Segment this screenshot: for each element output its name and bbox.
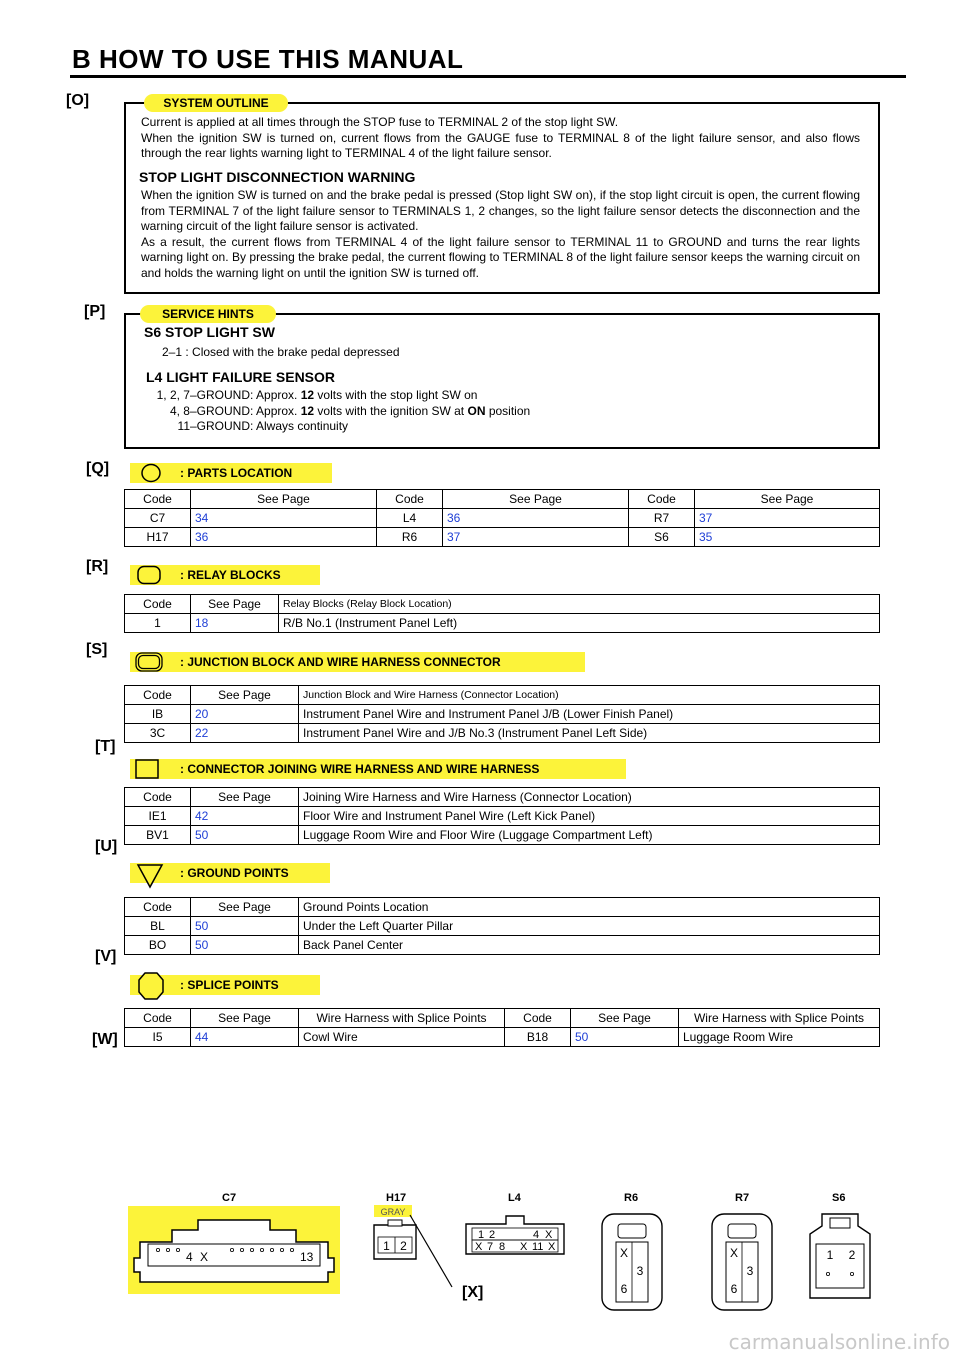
col-header: Code [629,490,695,509]
splice-points-table [124,1008,880,1047]
r6-pin: X [619,1246,629,1260]
outline-para-4: As a result, the current flows from TERMINAL 4 of the light failure sensor to TERMINAL 11 to GROUND and turns the rear lights warning light on. By pressing the brake pedal, the current flowing to TERMINAL 8 of the light failure sensor keeps the warning circuit on and holds the warning light on until the ignition SW is turned off. [141,234,860,280]
col-header: See Page [443,490,629,509]
r7-connector-diagram [710,1212,774,1312]
marker-q: [Q] [86,460,110,477]
l4-pin: 4 [533,1229,540,1241]
parts-location-band: : PARTS LOCATION [130,463,332,483]
col-header: Code [125,1009,191,1028]
location-cell: R/B No.1 (Instrument Panel Left) [279,614,880,633]
col-header: Code [125,686,191,705]
page-link[interactable]: 42 [191,807,299,826]
outline-para-1: Current is applied at all times through the STOP fuse to TERMINAL 2 of the stop light SW. [141,115,619,129]
location-cell: Under the Left Quarter Pillar [299,917,880,936]
table-row [125,509,880,528]
relay-blocks-band: : RELAY BLOCKS [130,565,320,585]
table-row [125,826,880,845]
r7-pin: X [729,1246,739,1260]
code-cell: BV1 [125,826,191,845]
page-link[interactable]: 36 [443,509,629,528]
table-row [125,705,880,724]
r6-label: R6 [624,1192,639,1204]
r6-connector-diagram [600,1212,664,1312]
c7-pin: 4 [186,1250,193,1264]
r7-pin: 6 [730,1282,738,1296]
s6-pin: 1 [826,1248,834,1262]
marker-p: [P] [84,303,106,320]
junction-block-icon [134,651,164,673]
ground-points-table [124,897,880,955]
l4-hint-row-3: : Always continuity [250,419,349,433]
col-header: See Page [191,898,299,917]
page-link[interactable]: 37 [695,509,880,528]
location-cell: Floor Wire and Instrument Panel Wire (Left Kick Panel) [299,807,880,826]
l4-hint-term-2: 4, 8–GROUND [169,404,250,418]
hint-post: volts with the ignition SW at [314,404,468,418]
col-header: Joining Wire Harness and Wire Harness (Connector Location) [299,788,880,807]
page-link[interactable]: 22 [191,724,299,743]
hint-term: 2–1 [162,345,183,359]
r7-label: R7 [735,1192,750,1204]
code-cell: BL [125,917,191,936]
location-cell: Instrument Panel Wire and J/B No.3 (Instrument Panel Left Side) [299,724,880,743]
col-header: Junction Block and Wire Harness (Connector Location) [299,686,880,705]
hint-pre: Approx. [256,404,301,418]
hint-pre: Approx. [256,388,301,402]
l4-label: L4 [508,1192,521,1204]
location-cell: Luggage Room Wire [679,1028,880,1047]
system-outline-text [141,115,860,281]
col-header: Code [125,595,191,614]
l4-hint-row-2: : Approx. 12 volts with the ignition SW at ON position [250,404,531,418]
r6-pin: 3 [636,1264,644,1278]
hint-value: 12 [300,388,315,402]
page-title: B HOW TO USE THIS MANUAL [72,44,464,74]
hint-value: 12 [300,404,315,418]
s6-label: S6 [832,1192,846,1204]
c7-pin: 13 [300,1250,314,1264]
hint-post-2: position [485,404,531,418]
col-header: Code [125,788,191,807]
outline-para-2: When the ignition SW is turned on, current flows from the GAUGE fuse to TERMINAL 8 of the light failure sensor, and also flows through the rear lights warning light to TERMINAL 4 of the light failure sensor. [141,130,860,160]
page-link[interactable]: 50 [191,917,299,936]
marker-o: [O] [66,92,90,109]
col-header: Relay Blocks (Relay Block Location) [279,595,880,614]
col-header: Wire Harness with Splice Points [679,1009,880,1028]
l4-pin: 11 [532,1241,544,1253]
junction-block-table [124,685,880,743]
l4-hint-row-1: : Approx. 12 volts with the stop light SW on [250,388,478,402]
marker-w: [W] [92,1031,118,1048]
h17-pin: 2 [400,1239,407,1253]
table-row [125,807,880,826]
code-cell: IE1 [125,807,191,826]
code-cell: R6 [377,528,443,547]
marker-x: [X] [462,1284,484,1301]
page-link[interactable]: 34 [191,509,377,528]
col-header: Code [505,1009,571,1028]
table-row [125,1028,880,1047]
r7-pin: 3 [746,1264,754,1278]
s6-hint-row: 2–1 : Closed with the brake pedal depressed [162,345,400,359]
page-link[interactable]: 20 [191,705,299,724]
relay-block-icon [136,565,162,585]
l4-pin: X [520,1241,528,1253]
col-header: Code [377,490,443,509]
code-cell: H17 [125,528,191,547]
l4-connector-diagram [462,1210,568,1260]
col-header: See Page [191,490,377,509]
col-header: Wire Harness with Splice Points [299,1009,505,1028]
system-outline-tag: SYSTEM OUTLINE [144,94,288,112]
page-link[interactable]: 18 [191,614,279,633]
s6-hint-title: S6 STOP LIGHT SW [144,324,275,340]
page-link[interactable]: 36 [191,528,377,547]
page-link[interactable]: 50 [191,826,299,845]
l4-pin: 1 [478,1229,485,1241]
col-header: See Page [191,686,299,705]
l4-pin: 7 [487,1241,494,1253]
r6-pin: 6 [620,1282,628,1296]
l4-hint-term-1: 1, 2, 7–GROUND [156,388,250,402]
code-cell: B18 [505,1028,571,1047]
s6-connector-diagram [800,1208,880,1308]
parts-location-icon [140,463,162,483]
connector-band: : CONNECTOR JOINING WIRE HARNESS AND WIRE HARNESS [130,759,626,779]
l4-pin: X [475,1241,483,1253]
col-header: See Page [191,595,279,614]
code-cell: L4 [377,509,443,528]
page-link[interactable]: 50 [571,1028,679,1047]
code-cell: C7 [125,509,191,528]
marker-v: [V] [95,948,117,965]
ground-point-icon [136,863,164,889]
l4-pin: X [545,1229,553,1241]
l4-pin: 2 [489,1229,496,1241]
relay-blocks-table [124,594,880,633]
code-cell: IB [125,705,191,724]
table-row [125,614,880,633]
col-header: Code [125,898,191,917]
col-header: See Page [191,1009,299,1028]
marker-s: [S] [86,641,108,658]
page-link[interactable]: 35 [695,528,880,547]
hint-pre: Always continuity [256,419,349,433]
marker-u: [U] [95,838,118,855]
h17-label: H17 [386,1192,407,1204]
c7-connector-diagram [128,1206,340,1294]
c7-label: C7 [222,1192,237,1204]
code-cell: 1 [125,614,191,633]
junction-block-band: : JUNCTION BLOCK AND WIRE HARNESS CONNECTOR [130,652,585,672]
location-cell: Luggage Room Wire and Floor Wire (Luggage Compartment Left) [299,826,880,845]
hint-text: Closed with the brake pedal depressed [192,345,400,359]
connector-icon [134,758,160,780]
hint-post: volts with the stop light SW on [314,388,478,402]
code-cell: BO [125,936,191,955]
code-cell: I5 [125,1028,191,1047]
connector-table [124,787,880,845]
col-header: See Page [191,788,299,807]
l4-hint-title: L4 LIGHT FAILURE SENSOR [146,369,336,385]
marker-t: [T] [95,738,116,755]
location-cell: Back Panel Center [299,936,880,955]
col-header: See Page [571,1009,679,1028]
page-link[interactable]: 44 [191,1028,299,1047]
ground-points-band: : GROUND POINTS [130,863,330,883]
h17-pin: 1 [383,1239,390,1253]
table-row [125,724,880,743]
hint-value-2: ON [467,404,486,418]
service-hints-tag: SERVICE HINTS [140,305,276,323]
col-header: Ground Points Location [299,898,880,917]
splice-point-icon [137,971,165,1001]
splice-points-band: : SPLICE POINTS [130,975,320,995]
l4-pin: 8 [499,1241,506,1253]
table-row [125,936,880,955]
l4-hint-term-3: 11–GROUND [177,419,250,433]
c7-pin: X [200,1250,209,1264]
outline-heading: STOP LIGHT DISCONNECTION WARNING [139,168,416,185]
outline-para-3: When the ignition SW is turned on and the brake pedal is pressed (Stop light SW on), if the stop light circuit is open, the current flowing from TERMINAL 7 of the light failure sensor to TERMINALS 1, 2 changes, so the light failure sensor detects the disconnection and the warning circuit of the light failure sensor is activated. [141,188,860,233]
table-row [125,528,880,547]
page-link[interactable]: 50 [191,936,299,955]
code-cell: R7 [629,509,695,528]
col-header: See Page [695,490,880,509]
code-cell: 3C [125,724,191,743]
code-cell: S6 [629,528,695,547]
parts-location-table [124,489,880,547]
location-cell: Cowl Wire [299,1028,505,1047]
h17-connector-diagram [370,1205,470,1297]
s6-pin: 2 [848,1248,856,1262]
marker-r: [R] [86,558,109,575]
table-row [125,917,880,936]
h17-color: GRAY [380,1207,406,1217]
location-cell: Instrument Panel Wire and Instrument Panel J/B (Lower Finish Panel) [299,705,880,724]
header-rule [70,75,906,78]
col-header: Code [125,490,191,509]
watermark: carmanualsonline.info [728,1330,950,1354]
page-link[interactable]: 37 [443,528,629,547]
l4-pin: X [548,1241,556,1253]
